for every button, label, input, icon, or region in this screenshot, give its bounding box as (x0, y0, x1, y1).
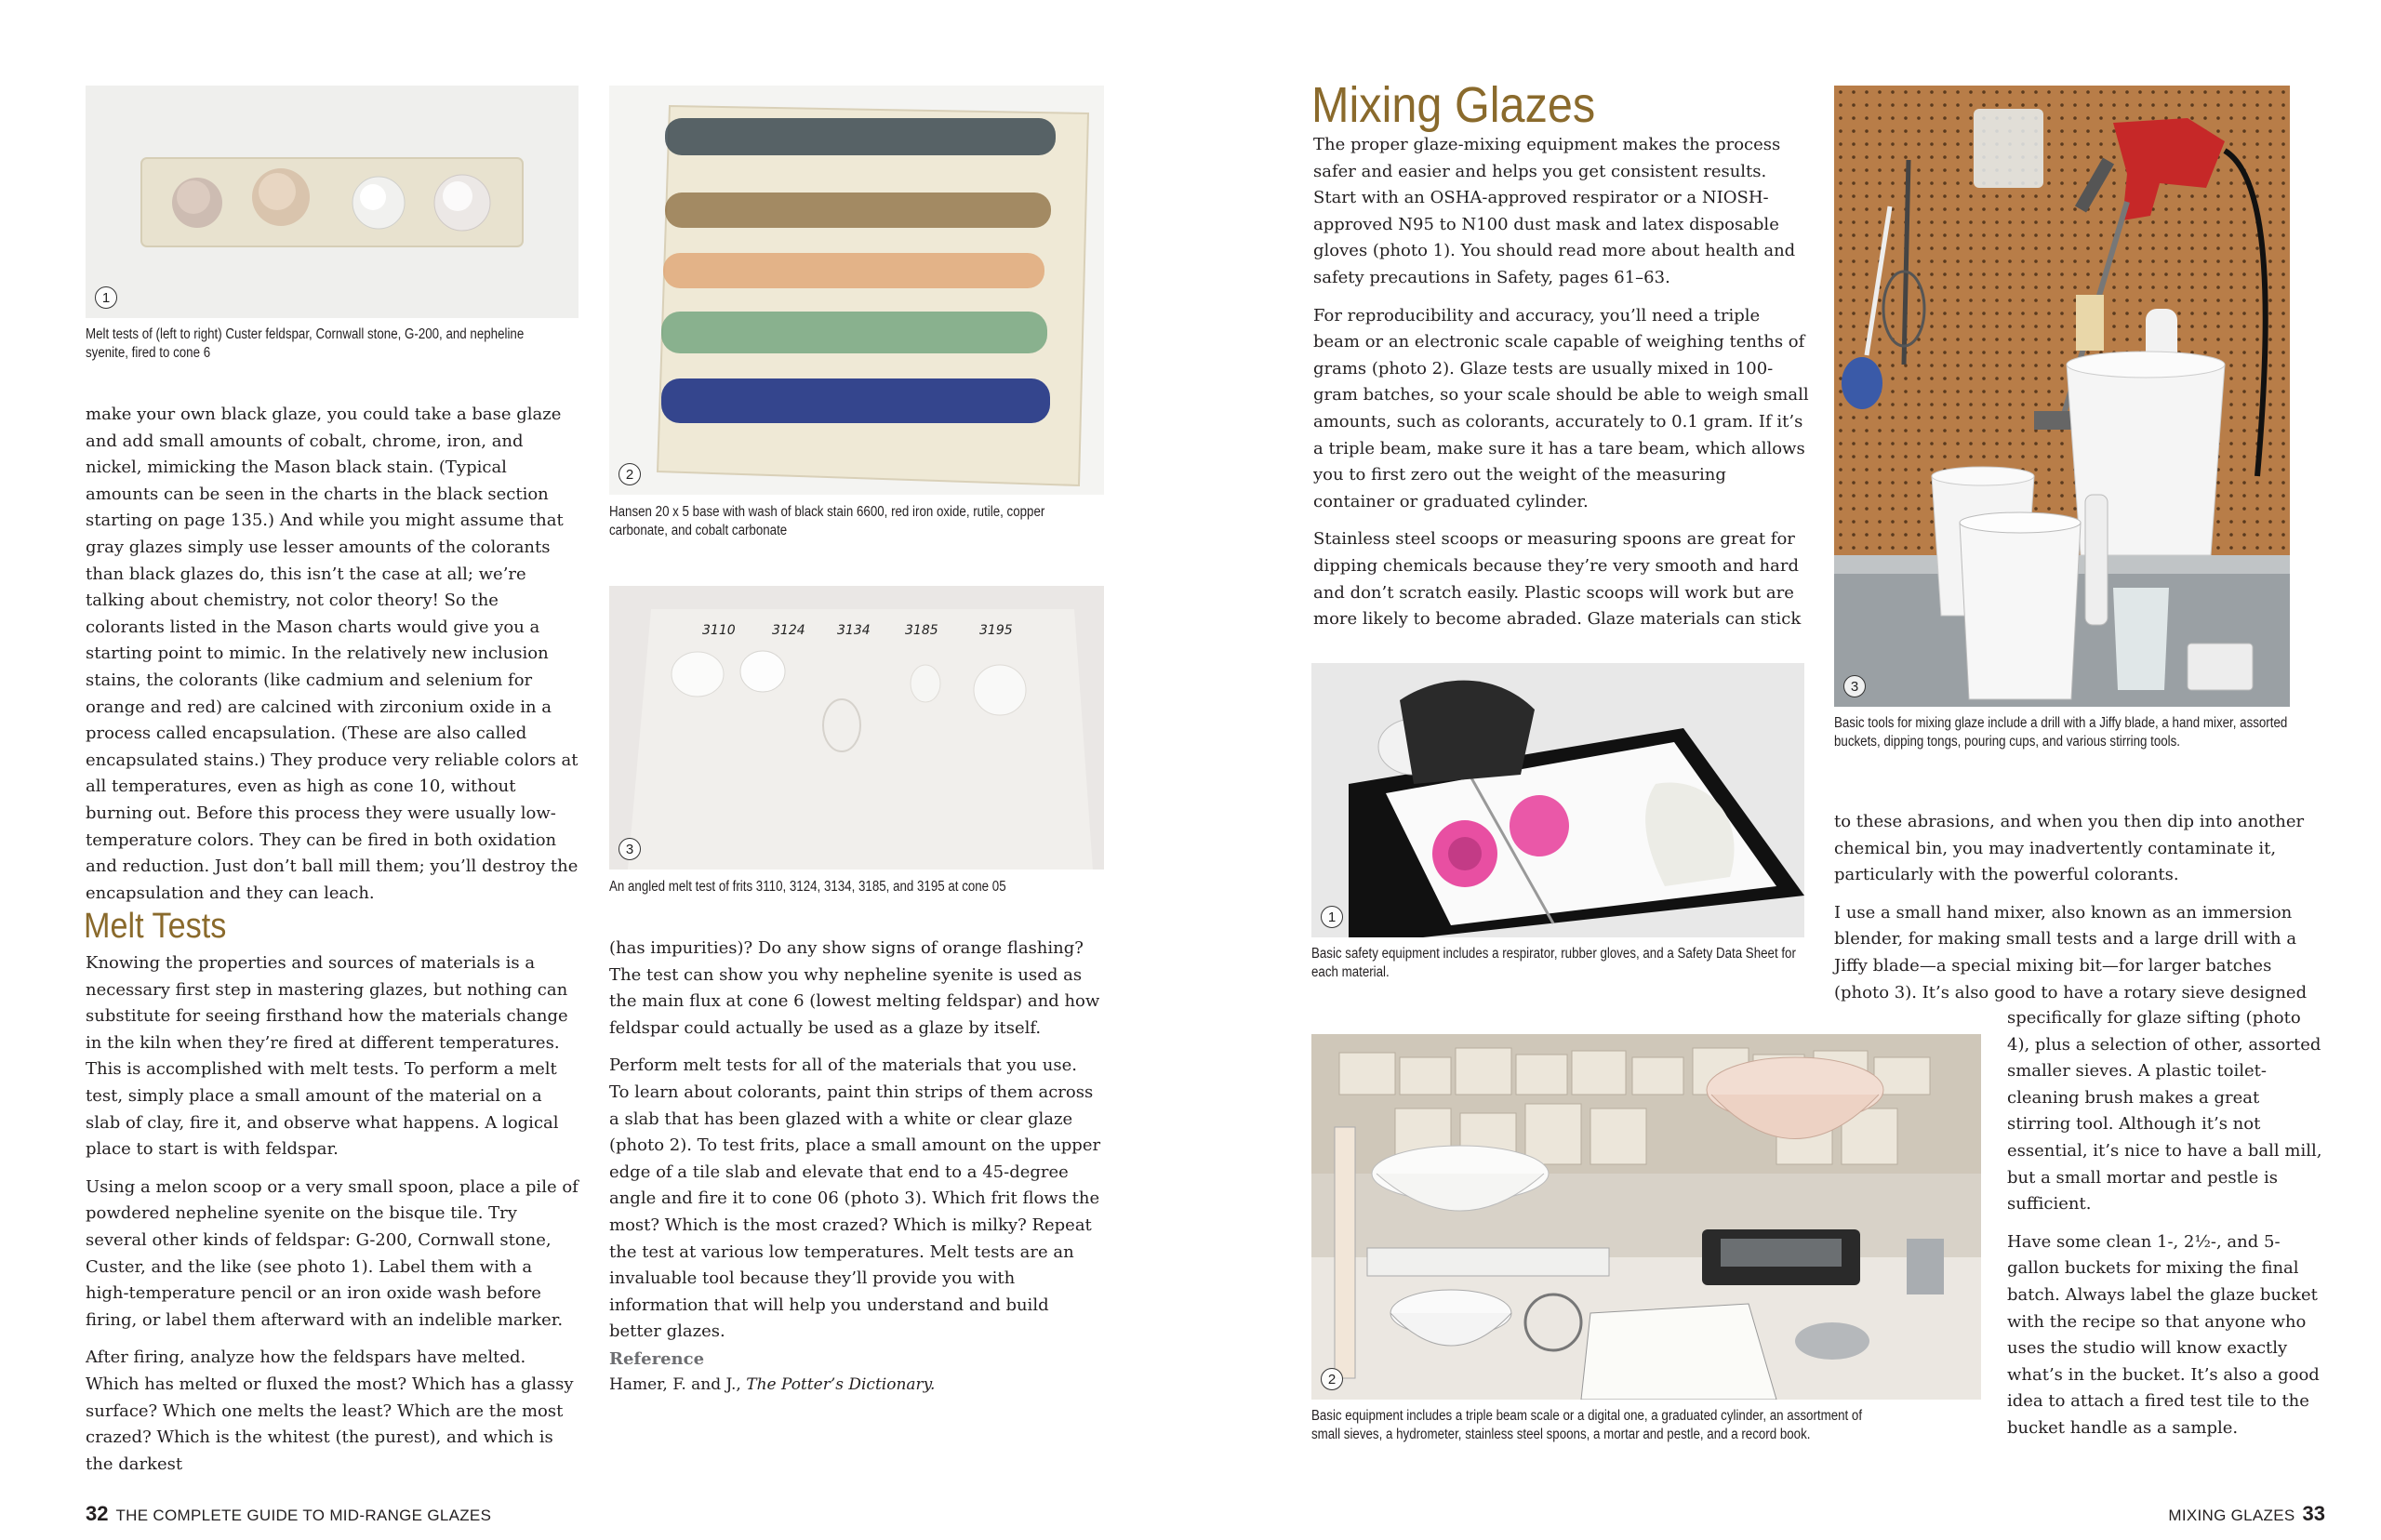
left-column-intro (86, 402, 579, 918)
left-column-melt-tests (86, 950, 579, 1489)
paragraph: Perform melt tests for all of the materials that you use. To learn about colorants, paint thin strips of them across a slab that has been glazed with a white or clear glaze (photo 2). To test frits, place a small amount on the upper edge of a tile slab and elevate that end to a 45-degree angle and fire it to cone 06 (photo 3). Which frit flows the most? Which is the most crazed? Which is milky? Repeat the test at various low temperatures. Melt tests are an invaluable tool because they’ll provide you with information that will help you understand and build better glazes. (609, 1055, 1101, 1342)
photo-frit-melt-test (609, 586, 1104, 870)
photo-number-badge: 2 (619, 463, 641, 485)
photo2-right-caption: Basic equipment includes a triple beam scale or a digital one, a graduated cylinder, an assortment of small sieves, a hydrometer, stainless steel spoons, a mortar and pestle, and a record book. (1311, 1408, 1863, 1442)
frit-labels (609, 623, 1104, 645)
photo-number-badge: 1 (1321, 906, 1343, 928)
frit-label: 3124 (772, 623, 805, 638)
running-title: MIXING GLAZES (2168, 1507, 2295, 1524)
reference-block (609, 1349, 1102, 1397)
frit-label: 3110 (702, 623, 736, 638)
melt-tests-heading: Melt Tests (84, 907, 227, 946)
paragraph: Using a melon scoop or a very small spoon, place a pile of powdered nepheline syenite on the bisque tile. Try several other kinds of feldspar: G-200, Cornwall stone, Custer, and the like (see photo 1). Label them with a high-temperature pencil or an iron oxide wash before firing, or label them afterward with an indelible marker. (86, 1176, 579, 1330)
paragraph: to these abrasions, and when you then dip into another chemical bin, you may inadvertently contaminate it, particularly with the powerful colorants. (1834, 812, 2305, 885)
photo-safety-equipment (1311, 663, 1804, 937)
photo-colorant-wash-tile (609, 86, 1104, 495)
photo1-right-caption: Basic safety equipment includes a respirator, rubber gloves, and a Safety Data Sheet for each material. (1311, 946, 1796, 980)
paragraph: specifically for glaze sifting (photo 4), plus a selection of other, assorted smaller sieves. A plastic toilet-cleaning brush makes a great stirring tool. Although it’s not essential, it’s nice to have a ball mill, but a small mortar and pestle is sufficient. (2007, 1008, 2322, 1215)
paragraph: (has impurities)? Do any show signs of orange flashing? The test can show you why nepheline syenite is used as the main flux at cone 6 (lowest melting feldspar) and how feldspar could actually be used as a glaze by itself. (609, 938, 1100, 1038)
photo1-caption: Melt tests of (left to right) Custer feldspar, Cornwall stone, G-200, and nepheline syenite, fired to cone 6 (86, 326, 525, 361)
paragraph: The proper glaze-mixing equipment makes the process safer and easier and helps you get consistent results. Start with an OSHA-approved respirator or a NIOSH-approved N95 to N100 dust mask and latex disposable gloves (photo 1). You should read more about health and safety precautions in Safety, pages 61–63. (1313, 135, 1796, 287)
paragraph: Knowing the properties and sources of materials is a necessary first step in mastering glazes, but nothing can substitute for seeing firsthand how the materials change in the kiln when they’re fired at different temperatures. This is accomplished with melt tests. To perform a melt test, simply place a small amount of the material on a slab of clay, fire it, and observe what happens. A logical place to start is with feldspar. (86, 953, 568, 1160)
page-number: 33 (2302, 1502, 2325, 1525)
frit-label: 3195 (979, 623, 1013, 638)
reference-title: The Potter’s Dictionary. (746, 1375, 936, 1394)
paragraph: After firing, analyze how the feldspars have melted. Which has melted or fluxed the most? Which has a glassy surface? Which one melts the least? Which are the most crazed? Which is the whitest (the purest), and which is the darkest (86, 1348, 574, 1474)
right-footer (2168, 1502, 2325, 1526)
paragraph: I use a small hand mixer, also known as an immersion blender, for making small tests and a large drill with a Jiffy blade—a special mixing bit—for larger batches (photo 3). It’s also good to have a rotary sieve designed (1834, 902, 2308, 1002)
photo-number-badge: 1 (95, 286, 117, 309)
photo3-right-caption: Basic tools for mixing glaze include a drill with a Jiffy blade, a hand mixer, assorted buckets, dipping tongs, pouring cups, and various stirring tools. (1834, 715, 2288, 750)
photo-basic-equipment (1311, 1034, 1981, 1400)
running-title: THE COMPLETE GUIDE TO MID-RANGE GLAZES (115, 1507, 492, 1524)
photo2-caption: Hansen 20 x 5 base with wash of black stain 6600, red iron oxide, rutile, copper carbonate, and cobalt carbonate (609, 504, 1045, 538)
paragraph: make your own black glaze, you could take a base glaze and add small amounts of cobalt, chrome, iron, and nickel, mimicking the Mason black stain. (Typical amounts can be seen in the charts in the black section starting on page 135.) And while you might assume that gray glazes simply use lesser amounts of the colorants than black glazes do, this isn’t the case at all; we’re talking about chemistry, not color theory! So the colorants listed in the Mason charts would give you a starting point to mimic. In the relatively new inclusion stains, the colorants (like cadmium and selenium for orange and red) are calcined with zirconium oxide in a process called encapsulation. (These are also called encapsulated stains.) They produce very reliable colors at all temperatures, even as high as cone 10, without burning out. Before this process they were usually low-temperature colors. They can be fired in both oxidation and reduction. Just don’t ball mill them; you’ll destroy the encapsulation and they can leach. (86, 405, 579, 903)
photo-feldspar-melt-tests (86, 86, 579, 318)
paragraph: Have some clean 1-, 2½-, and 5-gallon buckets for mixing the final batch. Always label the glaze bucket with the recipe so that anyone who uses the studio will know exactly what’s in the bucket. It’s also a good idea to attach a fired test tile to the bucket handle as a sample. (2007, 1231, 2320, 1438)
photo-number-badge: 3 (1843, 675, 1866, 697)
photo-number-badge: 3 (619, 838, 641, 860)
reference-authors: Hamer, F. and J., (609, 1375, 747, 1394)
paragraph: For reproducibility and accuracy, you’ll need a triple beam or an electronic scale capable of weighing tenths of grams (photo 2). Glaze tests are usually mixed in 100-gram batches, so your scale should be able to weigh small amounts, such as colorants, accurately to 0.1 gram. If it’s a triple beam, make sure it has a tare beam, which allows you to first zero out the weight of the measuring container or graduated cylinder. (1313, 305, 1809, 511)
page-number: 32 (86, 1502, 109, 1525)
frit-label: 3185 (905, 623, 938, 638)
left-footer (86, 1502, 491, 1526)
reference-heading: Reference (609, 1349, 705, 1369)
photo3-caption: An angled melt test of frits 3110, 3124, 3134, 3185, and 3195 at cone 05 (609, 879, 1006, 895)
photo-number-badge: 2 (1321, 1368, 1343, 1390)
right-column-continued (1834, 809, 2327, 1006)
right-column-intro (1313, 132, 1811, 644)
second-column-text (609, 936, 1102, 1357)
paragraph: Stainless steel scoops or measuring spoons are great for dipping chemicals because they’re very smooth and hard and don’t scratch easily. Plastic scoops will work but are more likely to become abraded. Glaze materials can stick (1313, 529, 1802, 630)
frit-label: 3134 (837, 623, 871, 638)
photo-mixing-tools (1834, 86, 2290, 707)
right-narrow-column (2007, 1005, 2328, 1454)
mixing-glazes-heading: Mixing Glazes (1311, 77, 1596, 133)
